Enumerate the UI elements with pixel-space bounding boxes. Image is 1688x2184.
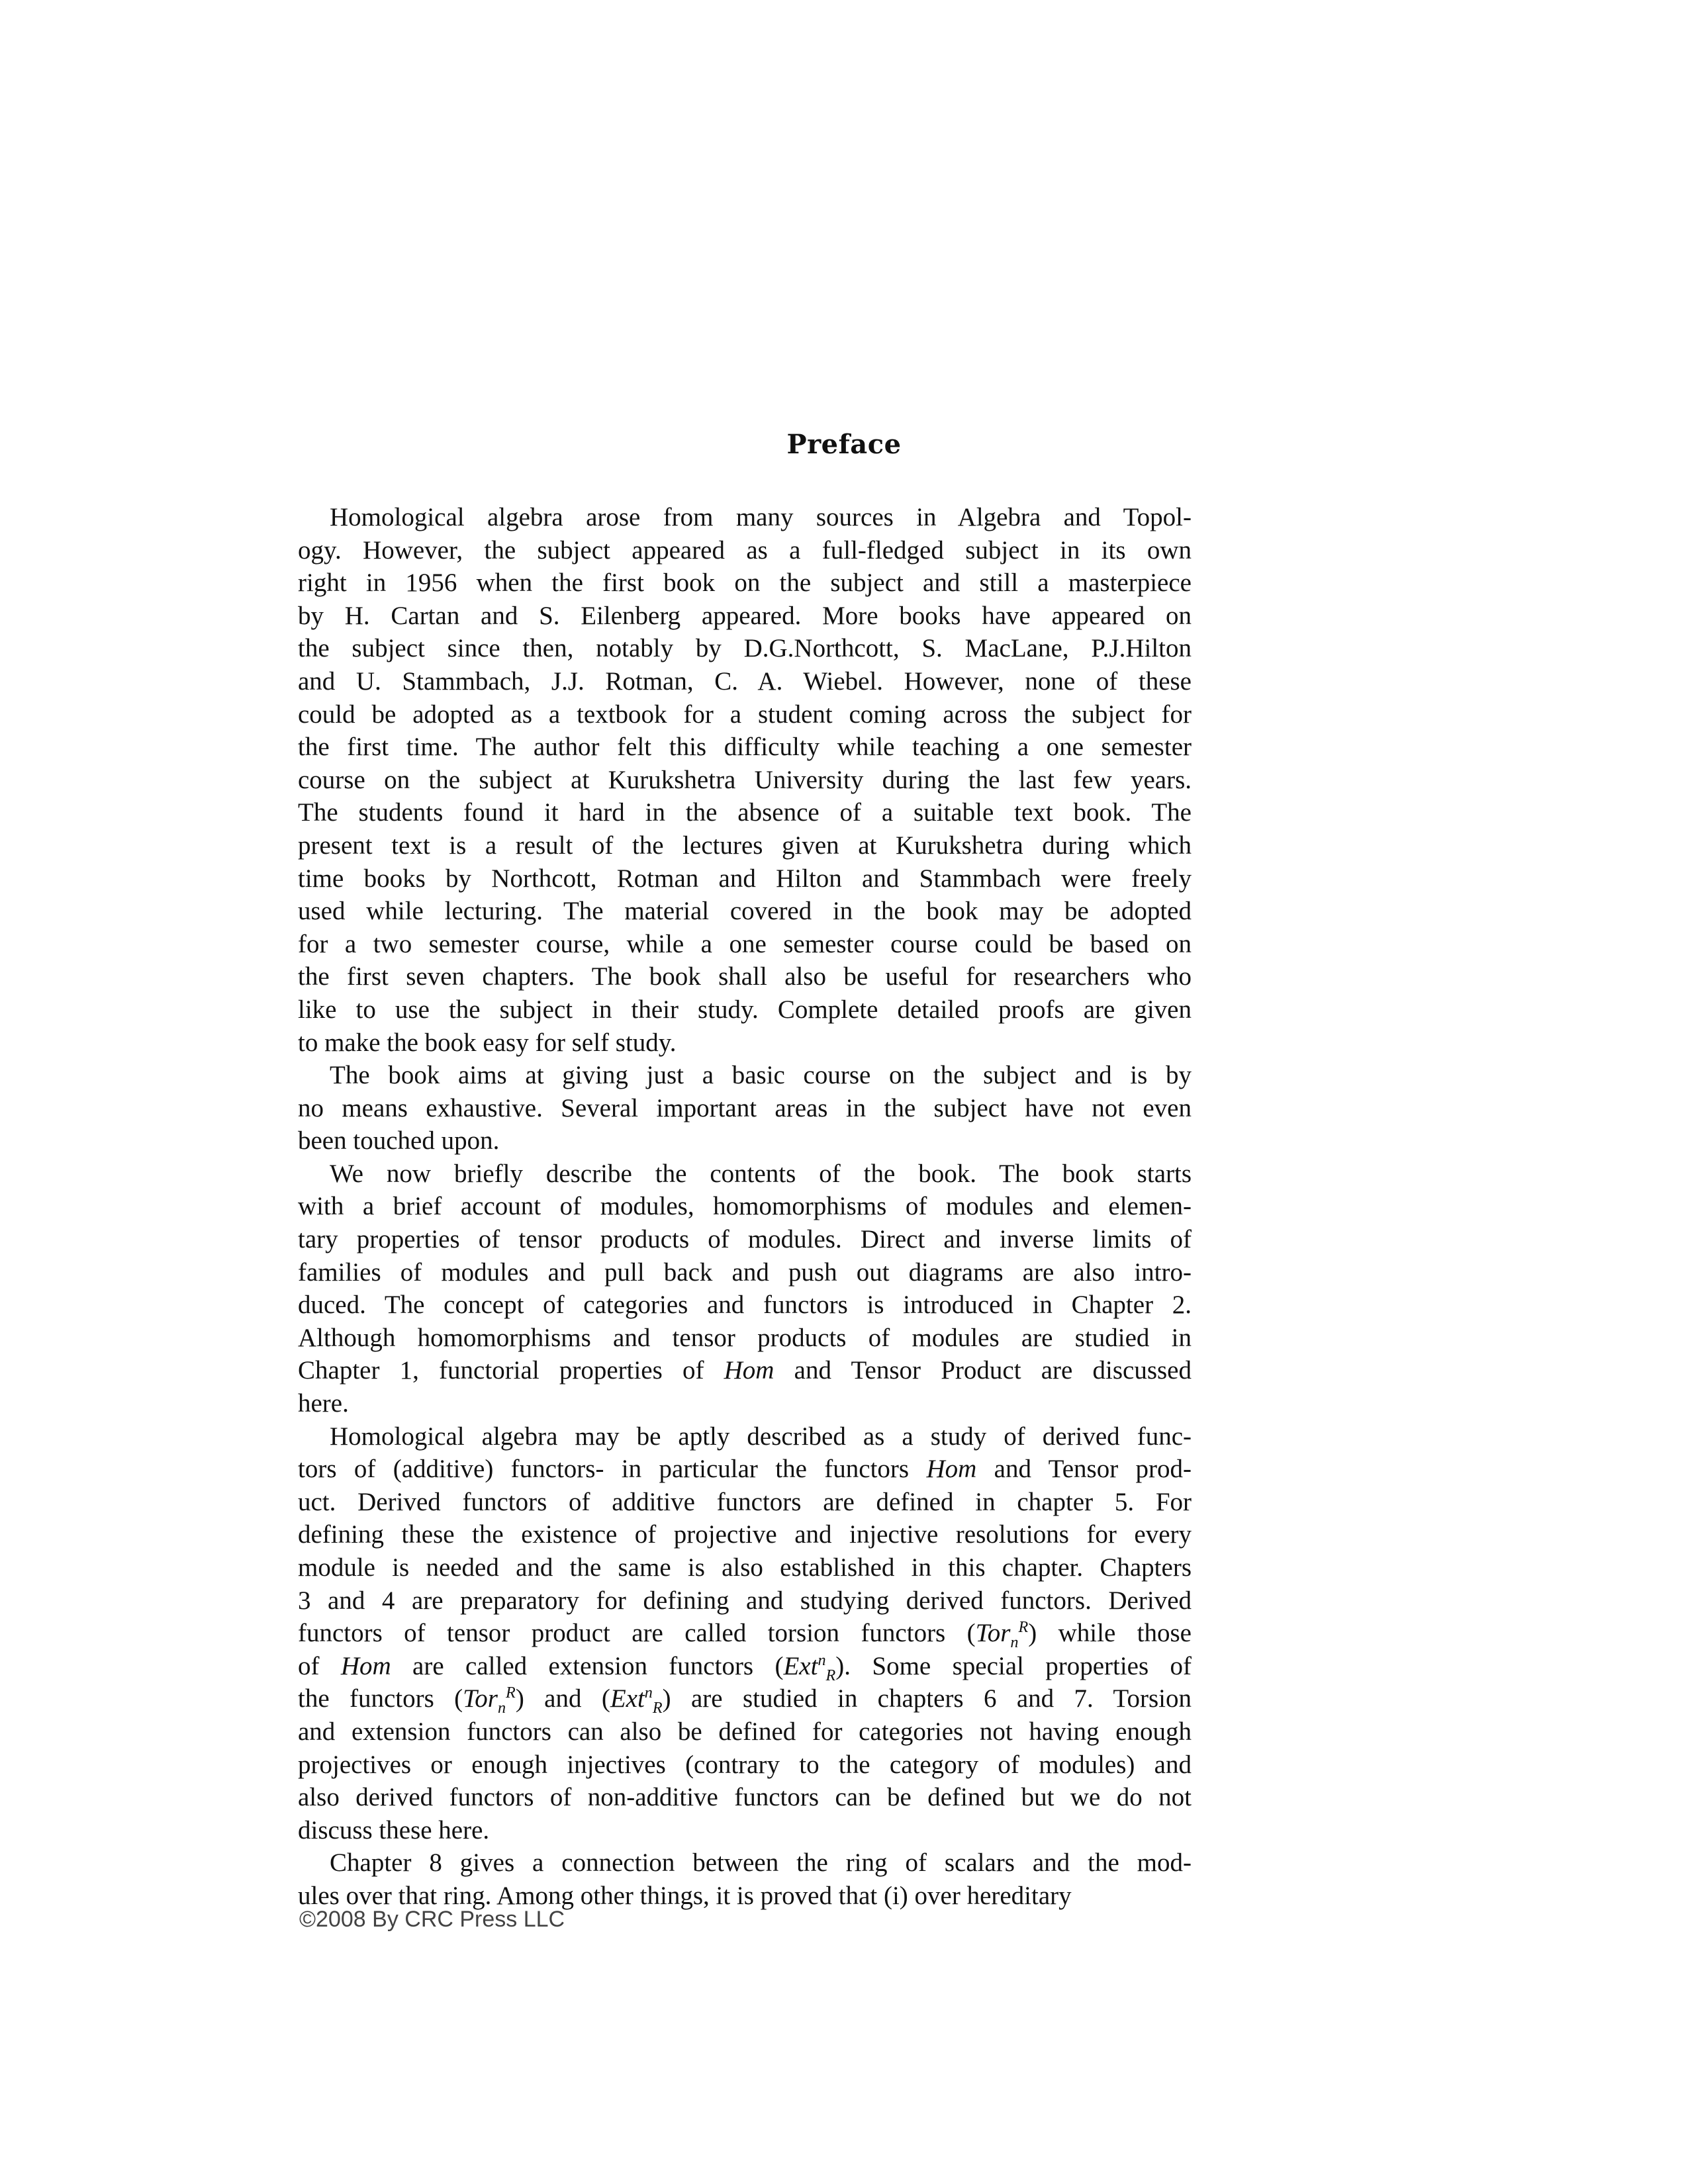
text-line: tary properties of tensor products of modules. Direct and inverse limits of — [298, 1225, 1192, 1254]
text-line: and U. Stammbach, J.J. Rotman, C. A. Wiebel. However, none of these — [298, 666, 1192, 696]
text-line: to make the book easy for self study. — [298, 1028, 677, 1057]
text-line: We now briefly describe the contents of the book. The book starts — [330, 1159, 1192, 1188]
paragraph — [298, 1846, 1192, 1912]
text-line: The students found it hard in the absence of a suitable text book. The — [298, 798, 1192, 827]
text-line: could be adopted as a textbook for a student coming across the subject for — [298, 700, 1192, 729]
paragraph — [298, 1420, 1192, 1847]
text-line: defining these the existence of projective and injective resolutions for every — [298, 1520, 1192, 1549]
copyright-notice: ©2008 By CRC Press LLC — [299, 1907, 565, 1932]
text-line: Homological algebra arose from many sources in Algebra and Topol- — [330, 503, 1192, 531]
text-line: by H. Cartan and S. Eilenberg appeared. More books have appeared on — [298, 601, 1192, 630]
text-line: the functors (Tor$_n^R$) and (Ext$^n_R$) are studied in chapters 6 and 7. Torsion — [298, 1684, 1192, 1715]
text-line: module is needed and the same is also established in this chapter. Chapters — [298, 1553, 1192, 1582]
text-line: Although homomorphisms and tensor products of modules are studied in — [298, 1323, 1192, 1352]
text-line: the subject since then, notably by D.G.Northcott, S. MacLane, P.J.Hilton — [298, 634, 1192, 663]
text-line: uct. Derived functors of additive functors are defined in chapter 5. For — [298, 1487, 1192, 1516]
text-line: here. — [298, 1389, 349, 1418]
text-line: also derived functors of non-additive functors can be defined but we do not — [298, 1783, 1192, 1812]
text-line: time books by Northcott, Rotman and Hilton and Stammbach were freely — [298, 864, 1192, 893]
text-line: functors of tensor product are called torsion functors (Tor$_n^R$) while those — [298, 1618, 1192, 1650]
text-line: projectives or enough injectives (contrary to the category of modules) and — [298, 1750, 1192, 1779]
text-line: present text is a result of the lectures given at Kurukshetra during which — [298, 831, 1192, 860]
text-line: the first time. The author felt this difficulty while teaching a one semester — [298, 733, 1192, 762]
text-line: discuss these here. — [298, 1815, 490, 1844]
paragraph — [298, 1158, 1192, 1420]
text-line: and extension functors can also be defined for categories not having enough — [298, 1717, 1192, 1746]
text-line: course on the subject at Kurukshetra University during the last few years. — [298, 765, 1192, 794]
paragraph — [298, 1059, 1192, 1158]
text-line: with a brief account of modules, homomorphisms of modules and elemen- — [298, 1192, 1192, 1221]
paragraph — [298, 501, 1192, 1059]
page-title: Preface — [786, 429, 902, 460]
text-line: Homological algebra may be aptly described as a study of derived func- — [330, 1422, 1192, 1451]
text-line: families of modules and pull back and push out diagrams are also intro- — [298, 1257, 1192, 1287]
text-line: no means exhaustive. Several important areas in the subject have not even — [298, 1093, 1192, 1122]
text-line: tors of (additive) functors- in particular the functors Hom and Tensor prod- — [298, 1455, 1192, 1484]
text-line: The book aims at giving just a basic course on the subject and is by — [330, 1061, 1192, 1090]
text-line: 3 and 4 are preparatory for defining and studying derived functors. Derived — [298, 1586, 1192, 1615]
text-line: of Hom are called extension functors (Ext$^n_R$). Some special properties of — [298, 1651, 1192, 1683]
text-line: for a two semester course, while a one semester course could be based on — [298, 929, 1192, 958]
text-line: like to use the subject in their study. Complete detailed proofs are given — [298, 995, 1192, 1024]
text-line: Chapter 8 gives a connection between the ring of scalars and the mod- — [330, 1848, 1192, 1878]
text-line: been touched upon. — [298, 1126, 500, 1156]
text-line: ules over that ring. Among other things, it is proved that (i) over hereditary — [298, 1881, 1072, 1910]
preface-body — [298, 501, 1192, 1913]
text-line: used while lecturing. The material covered in the book may be adopted — [298, 897, 1192, 926]
text-line: duced. The concept of categories and functors is introduced in Chapter 2. — [298, 1291, 1192, 1320]
text-line: ogy. However, the subject appeared as a full-fledged subject in its own — [298, 535, 1192, 565]
text-line: Chapter 1, functorial properties of Hom and Tensor Product are discussed — [298, 1356, 1192, 1385]
text-line: the first seven chapters. The book shall also be useful for researchers who — [298, 962, 1192, 991]
text-line: right in 1956 when the first book on the subject and still a masterpiece — [298, 569, 1192, 598]
